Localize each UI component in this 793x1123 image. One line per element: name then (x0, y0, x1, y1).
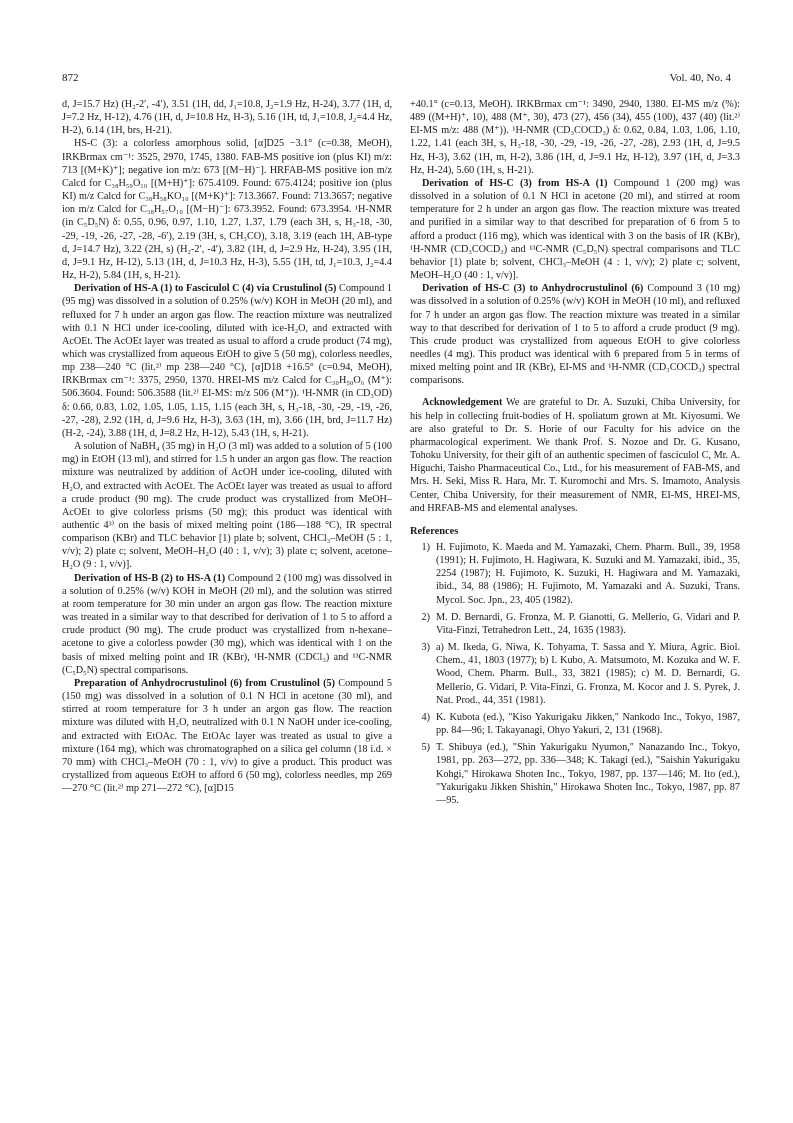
reference-text: H. Fujimoto, K. Maeda and M. Yamazaki, Chem. Pharm. Bull., 39, 1958 (1991); H. Fujimoto, H. Hagiwara, K. Suzuki and M. Yamazaki, ibid., 35, 2254 (1987); H. Fujimoto, K. Suzuki, H. Hagiwara and M. Yamazaki, ibid., 34, 88 (1986); H. Fujimoto, M. Yamazaki and A. Suzuki, Trans. Mycol. Soc. Jpn., 23, 405 (1982). (436, 542, 740, 606)
reference-text: M. D. Bernardi, G. Fronza, M. P. Gianotti, G. Mellerio, G. Vidari and P. Vita-Finzi, Tetrahedron Lett., 24, 1635 (1983). (436, 611, 740, 636)
page-number: 872 (62, 72, 79, 84)
reference-number: 4) (421, 711, 430, 723)
reference-number: 2) (421, 611, 430, 623)
section-heading: Preparation of Anhydrocrustulinol (6) from Crustulinol (5) (74, 677, 335, 689)
paragraph-nabh4-reduction: A solution of NaBH₄ (35 mg) in H₂O (3 ml) was added to a solution of 5 (100 mg) in EtOH (13 ml), and stirred for 1.5 h under an argon gas flow. The reaction mixture was neutralized by addition of AcOH under ice-cooling, diluted with H₂O, and extracted with AcOEt. The AcOEt layer was treated as usual to afford a crude product (90 mg). The crude product was crystallized from MeOH–AcOEt to give colorless prisms (50 mg); this product was identical with authentic 4³⁾ on the basis of mixed melting point (186—188 °C), IR spectral comparison (KBr) and TLC behavior [1) plate b; solvent, CHCl₃–MeOH (5 : 1, v/v); 2) plate c; solvent, MeOH–H₂O (40 : 1, v/v); 3) plate c; solvent, acetone–H₂O (9 : 1, v/v)]. (62, 441, 392, 571)
paragraph-body: Compound 3 (10 mg) was dissolved in a solution of 0.25% (w/v) KOH in MeOH (10 ml), and refluxed for 7 h under an argon gas flow. The reaction mixture was treated in a similar way to that described for derivation of 1 to 5 to afford a crude product (9 mg). This crude product was crystallized from aqueous EtOH to give colorless needles (4 mg). This product was identical with 6 prepared from 5 in terms of mixed melting point and IR (KBr), EI-MS and ¹H-NMR (CD₃COCD₃) spectral comparisons. (410, 283, 740, 387)
section-heading: Derivation of HS-B (2) to HS-A (1) (74, 572, 226, 584)
acknowledgement-body: We are grateful to Dr. A. Suzuki, Chiba University, for his help in collecting fruit-bodies of H. spoliatum grown at Mt. Kiyosumi. We are also grateful to Dr. S. Horie of our Faculty for his advice on the pharmacological experiment. We thank Prof. S. Nozoe and Dr. G. Kusano, Tohoku University, for their gift of an authentic specimen of fasciculol C, Mr. A. Higuchi, Taisho Pharmaceutical Co., Ltd., for his measurement of FAB-MS, and Mrs. H. Seki, Miss R. Hara, Mr. T. Kuromochi and Mrs. S. Imamoto, Analysis Center, Chiba University, for their measurement of NMR, EI-MS, HREI-MS, and HRFAB-MS and elemental analyses. (410, 397, 740, 514)
paragraph-anhydro-continuation: +40.1° (c=0.13, MeOH). IRKBrmax cm⁻¹: 3490, 2940, 1380. EI-MS m/z (%): 489 ((M+H)⁺, 10), 488 (M⁺, 30), 473 (27), 456 (34), 455 (100), 437 (40) (lit.²⁾ EI-MS m/z: 488 (M⁺)). ¹H-NMR (CD₃COCD₃) δ: 0.62, 0.84, 1.03, 1.06, 1.10, 1.22, 1.41 (each 3H, s, H₃-18, -30, -29, -19, -26, -27, -28), 2.93 (1H, d, J=9.5 Hz, H-3), 3.62 (1H, m, H-2), 3.86 (1H, d, J=9.1 Hz, H-12), 3.97 (1H, d, J=3.3 Hz, H-24), 5.60 (1H, s, H-21). (410, 99, 740, 176)
paragraph-body: Compound 1 (200 mg) was dissolved in a solution of 0.1 N HCl in acetone (20 ml), and stirred at room temperature for 2 h under an argon gas flow. The reaction mixture was treated and purified in a similar way to that described for preparation of 6 from 5 to afford a product (116 mg), which was identical with 3 on the basis of IR (KBr), ¹H-NMR (CD₃COCD₃) and ¹³C-NMR (C₅D₅N) spectral comparisons and TLC behavior [1) plate b; solvent, CHCl₃–MeOH (4 : 1, v/v); 2) plate c; solvent, MeOH–H₂O (40 : 1, v/v)]. (410, 177, 740, 282)
reference-text: T. Shibuya (ed.), "Shin Yakurigaku Nyumon," Nanazando Inc., Tokyo, 1981, pp. 263—272, pp. 336—348; K. Takagi (ed.), "Saishin Yakurigaku Kohgi," Hirokawa Shoten Inc., Tokyo, 1987, pp. 137—146; M. Ito (ed.), "Yakurigaku Jikken Shishin," Hirokawa Shoten Inc., Tokyo, 1987, pp. 87—95. (436, 742, 740, 806)
reference-number: 3) (421, 642, 430, 654)
section-heading: Derivation of HS-C (3) to Anhydrocrustulinol (6) (422, 283, 644, 295)
reference-number: 5) (421, 742, 430, 754)
paragraph-derivation-hs-b (62, 572, 392, 677)
reference-text: a) M. Ikeda, G. Niwa, K. Tohyama, T. Sassa and Y. Miura, Agric. Biol. Chem., 41, 1803 (1977); b) I. Kubo, A. Matsumoto, M. Kozuka and W. F. Wood, Chem. Pharm. Bull., 33, 3821 (1985); c) M. D. Bernardi, G. Mellerio, G. Vidari, P. Vita-Finzi, G. Fronza, M. Kocor and J. S. Pyrek, J. Nat. Prod., 44, 351 (1981). (436, 642, 740, 706)
acknowledgement (410, 396, 740, 514)
paragraph-derivation-hs-c-to-6 (410, 282, 740, 387)
acknowledgement-heading: Acknowledgement (422, 397, 503, 409)
section-heading: Derivation of HS-A (1) to Fasciculol C (4) via Crustulinol (5) (74, 283, 337, 295)
paragraph-hs-c-data: HS-C (3): a colorless amorphous solid, [α]D25 −3.1° (c=0.38, MeOH), IRKBrmax cm⁻¹: 3525, 2970, 1745, 1380. FAB-MS positive ion (plus KI) m/z: 713 [(M+K)⁺]; negative ion m/z: 673 [(M−H)⁻]. HRFAB-MS positive ion m/z Calcd for C₃₈H₅₉O₁₀ [(M+H)⁺]: 675.4109. Found: 675.4124; positive ion (plus KI) m/z Calcd for C₃₈H₅₈KO₁₀ [(M+K)⁺]: 713.3667. Found: 713.3657; negative ion m/z Calcd for C₃₈H₅₇O₁₀ [(M−H)⁻]: 673.3952. Found: 673.3954. ¹H-NMR (in C₅D₅N) δ: 0.55, 0.96, 0.97, 1.10, 1.27, 1.37, 1.79 (each 3H, s, H₃-18, -30, -29, -19, -26, -27, -28, -6′), 2.19 (3H, s, CH₃CO), 3.18, 3.19 (each 1H, AB-type d, J=14.7 Hz), 3.22 (2H, s) (H₂-2′, -4′), 3.82 (1H, d, J=2.9 Hz, H-24), 3.95 (1H, d, J=9.1 Hz, H-12), 5.13 (1H, d, J=10.3 Hz, H-3), 5.55 (1H, td, J₁=10.3, J₂=4.4 Hz, H-2), 5.84 (1H, s, H-21). (62, 138, 392, 282)
reference-number: 1) (421, 542, 430, 553)
reference-text: K. Kubota (ed.), "Kiso Yakurigaku Jikken," Nankodo Inc., Tokyo, 1987, pp. 84—96; I. Takayanagi, Ohyo Yakuri, 2, 131 (1968). (436, 711, 740, 737)
paragraph-derivation-hs-a (62, 282, 392, 440)
reference-item (410, 541, 740, 607)
left-column (62, 98, 392, 795)
section-heading: Derivation of HS-C (3) from HS-A (1) (422, 177, 608, 189)
reference-item (410, 641, 740, 707)
reference-item (410, 711, 740, 737)
paragraph-body: Compound 1 (95 mg) was dissolved in a solution of 0.25% (w/v) KOH in MeOH (20 ml), and refluxed for 7 h under an argon gas flow. The reaction mixture was neutralized with 0.1 N HCl under ice-cooling, diluted with ice-H₂O, and extracted with AcOEt. The AcOEt layer was treated as usual to afford a crude product (74 mg), which was crystallized from aqueous EtOH to give 5 (50 mg), colorless needles, mp 238—240 °C (lit.²⁾ mp 238—240 °C), [α]D18 +16.5° (c=0.94, MeOH), IRKBrmax cm⁻¹: 3375, 2950, 1370. HREI-MS m/z Calcd for C₃₀H₅₀O₆ (M⁺): 506.3604. Found: 506.3588 (lit.²⁾ EI-MS: m/z 506 (M⁺)). ¹H-NMR (in CD₃OD) δ: 0.66, 0.83, 1.02, 1.05, 1.05, 1.15, 1.15 (each 3H, s, H₃-18, -30, -29, -19, -26, -27, -28), 2.92 (1H, d, J=9.6 Hz, H-3), 3.63 (1H, m), 3.66 (1H, brd, J=11.7 Hz) (H-2, -24), 3.88 (1H, d, J=8.2 Hz, H-12), 5.43 (1H, s, H-21). (62, 283, 392, 439)
paragraph-anhydrocrustulinol-prep (62, 677, 392, 795)
references-heading: References (410, 525, 459, 537)
paragraph-body: Compound 5 (150 mg) was dissolved in a solution of 0.1 N HCl in acetone (30 ml), and stirred at room temperature for 3 h under an argon gas flow. The reaction mixture was diluted with H₂O, neutralized with 0.1 N NaOH under ice-cooling, and extracted with EtOAc. The EtOAc layer was treated as usual to give a mixture (164 mg), which was chromatographed on a silica gel column (18 i.d. × 70 mm) with CHCl₃–MeOH (70 : 1, v/v) to give a product. This product was crystallized from aqueous EtOH to afford 6 (50 mg), colorless needles, mp 269—270 °C (lit.²⁾ mp 271—272 °C), [α]D15 (62, 677, 392, 795)
paragraph-body: Compound 2 (100 mg) was dissolved in a solution of 0.25% (w/v) KOH in MeOH (20 ml), and the solution was stirred at room temperature for 30 min under an argon gas flow. The reaction mixture was treated in a similar way to that described for derivation of 1 to 5 to afford a crude product (90 mg). The crude product was crystallized from n-hexane–acetone to give a colorless powder (30 mg), which was identical with 1 on the basis of mixed melting point and IR (KBr), ¹H-NMR (CDCl₃) and ¹³C-NMR (C₅D₅N) spectral comparisons. (62, 572, 393, 676)
reference-item (410, 741, 740, 807)
journal-volume-issue: Vol. 40, No. 4 (669, 72, 731, 84)
reference-item (410, 611, 740, 637)
right-column (410, 98, 740, 811)
paragraph-nmr-continuation: d, J=15.7 Hz) (H₂-2′, -4′), 3.51 (1H, dd, J₁=10.8, J₂=1.9 Hz, H-24), 3.77 (1H, d, J=7.2 Hz, H-12), 4.76 (1H, d, J=10.8 Hz, H-3), 5.16 (1H, td, J₁=10.8, J₂=4.4 Hz, H-2), 6.14 (1H, brs, H-21). (62, 99, 392, 137)
paragraph-derivation-hs-c-from-hs-a (410, 177, 740, 282)
reference-list (410, 541, 740, 807)
